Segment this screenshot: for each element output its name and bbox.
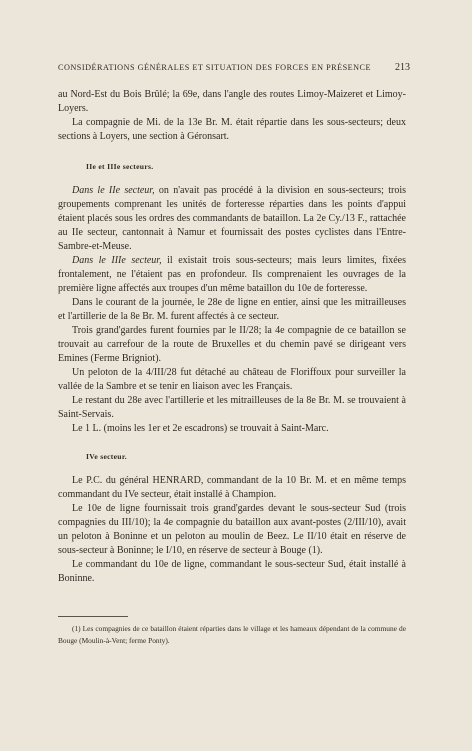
paragraph: [58, 254, 406, 296]
page-body: [58, 88, 406, 647]
paragraph: Le 1 L. (moins les 1er et 2e escadrons) se trouvait à Saint-Marc.: [72, 423, 329, 434]
paragraph-text: il existait trois sous-secteurs; mais leurs limites, fixées frontalement, ne l'étaient pas en profondeur. Ils comprenaient les ouvrages de la première ligne affectés aux troupes d'un même bataillon du 10e de forteresse.: [58, 255, 406, 294]
paragraph: Le restant du 28e avec l'artillerie et les mitrailleuses de la 8e Br. M. se trouvaient à Saint-Servais.: [58, 395, 406, 420]
paragraph: Le P.C. du général HENRARD, commandant de la 10 Br. M. et en même temps commandant du IVe secteur, était installé à Champion.: [58, 475, 406, 500]
paragraph: Trois grand'gardes furent fournies par le II/28; la 4e compagnie de ce bataillon se trouvait au carrefour de la route de Bruxelles et du chemin pavé se dirigeant vers Emines (Ferme Brigniot).: [58, 325, 406, 364]
paragraph: Le 10e de ligne fournissait trois grand'gardes devant le sous-secteur Sud (trois compagnies du III/10); la 4e compagnie du bataillon aux avant-postes (2/III/10), avait un peloton à Boninne et un peloton au moulin de Beez. Le II/10 était en réserve de sous-secteur à Boninne; le I/10, en réserve de secteur à Bouge (1).: [58, 503, 406, 556]
section-heading: IIe et IIIe secteurs.: [86, 162, 154, 171]
paragraph-text: on n'avait pas procédé à la division en sous-secteurs; trois groupements comprenant les unités de forteresse réparties dans les points d'appui étaient placés sous les ordres des commandants de bataillon. La 2e Cy./13 F., rattachée au IIe secteur, cantonnait à Namur et fournissait des postes cyclistes dans l'Entre-Sambre-et-Meuse.: [58, 185, 406, 252]
page-number: 213: [395, 62, 410, 73]
paragraph: [58, 184, 406, 254]
sector-label: Dans le IIIe secteur,: [72, 255, 162, 266]
paragraph: Un peloton de la 4/III/28 fut détaché au château de Floriffoux pour surveiller la vallée de la Sambre et se tenir en liaison avec les Français.: [58, 367, 406, 392]
running-header: [58, 62, 410, 73]
footnote: (1) Les compagnies de ce bataillon étaient réparties dans le village et les hameaux dépendant de la commune de Bouge (Moulin-à-Vent; ferme Ponty).: [58, 624, 406, 645]
paragraph: La compagnie de Mi. de la 13e Br. M. était répartie dans les sous-secteurs; deux sections à Loyers, une section à Géronsart.: [58, 117, 406, 142]
paragraph: Dans le courant de la journée, le 28e de ligne en entier, ainsi que les mitrailleuses et l'artillerie de la 8e Br. M. furent affectés à ce secteur.: [58, 297, 406, 322]
paragraph: au Nord-Est du Bois Brûlé; la 69e, dans l'angle des routes Limoy-Maizeret et Limoy-Loyers.: [58, 89, 406, 114]
section-heading: IVe secteur.: [86, 452, 128, 461]
footnote-rule: [58, 616, 128, 617]
sector-label: Dans le IIe secteur,: [72, 185, 155, 196]
paragraph: Le commandant du 10e de ligne, commandant le sous-secteur Sud, était installé à Boninne.: [58, 559, 406, 584]
header-title: CONSIDÉRATIONS GÉNÉRALES ET SITUATION DES FORCES EN PRÉSENCE: [58, 63, 372, 72]
